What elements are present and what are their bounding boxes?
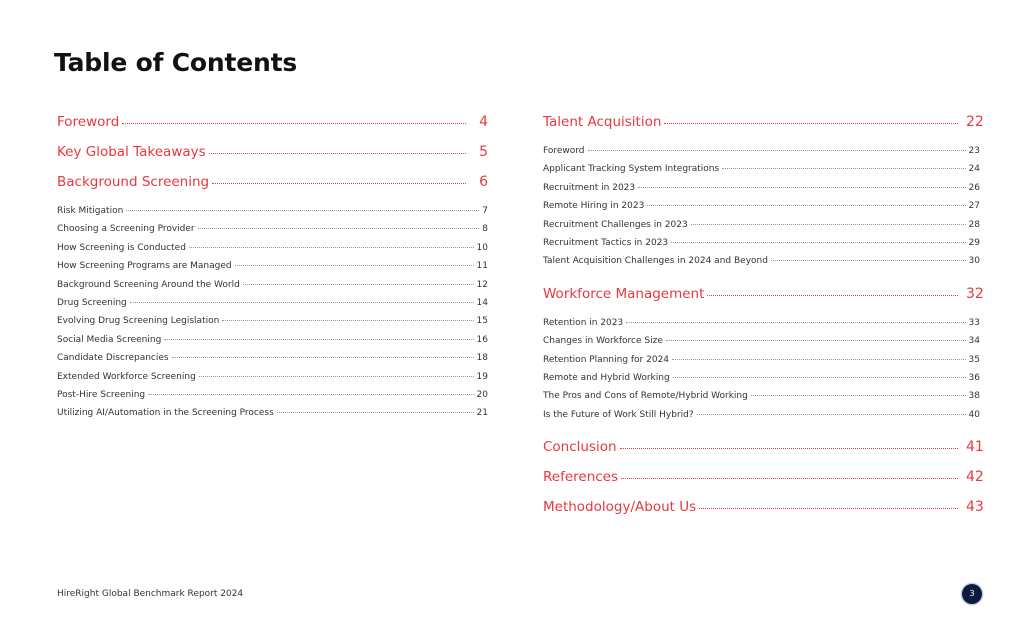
toc-entry-page-number: 24 [968, 164, 980, 175]
toc-entry-label: Background Screening Around the World [57, 279, 240, 290]
toc-entry-page-number: 14 [476, 297, 488, 308]
toc-entry-recruitment-tactics-in-2023[interactable] [543, 238, 980, 256]
toc-entry-page-number: 10 [476, 242, 488, 253]
toc-entry-applicant-tracking-system-integrations[interactable] [543, 164, 980, 182]
footer-report-title: HireRight Global Benchmark Report 2024 [57, 589, 244, 599]
toc-entry-page-number: 11 [476, 261, 488, 272]
toc-entry-how-screening-is-conducted[interactable] [57, 243, 488, 261]
toc-dot-leader [673, 377, 966, 378]
toc-entry-label: Utilizing AI/Automation in the Screening Process [57, 408, 274, 419]
toc-entry-page-number: 12 [476, 279, 488, 290]
toc-entry-page-number: 15 [476, 316, 488, 327]
toc-dot-leader [620, 448, 958, 449]
toc-dot-leader [771, 260, 966, 261]
toc-entry-page-number: 26 [968, 182, 980, 193]
toc-entry-label: Remote and Hybrid Working [543, 372, 670, 383]
toc-dot-leader [198, 228, 480, 229]
toc-entry-label: Remote Hiring in 2023 [543, 201, 645, 212]
toc-dot-leader [199, 376, 474, 377]
toc-dot-leader [638, 187, 965, 188]
toc-entry-remote-and-hybrid-working[interactable] [543, 373, 980, 391]
toc-section-background-screening[interactable] [57, 174, 488, 204]
toc-dot-leader [212, 183, 466, 184]
toc-dot-leader [671, 242, 965, 243]
toc-entry-page-number: 5 [479, 144, 488, 160]
toc-entry-page-number: 6 [479, 174, 488, 190]
page-number-badge: 3 [962, 584, 982, 604]
page-title: Table of Contents [54, 48, 298, 77]
toc-entry-label: Talent Acquisition [543, 114, 662, 130]
toc-dot-leader [122, 123, 466, 124]
toc-entry-page-number: 36 [968, 372, 980, 383]
toc-section-key-global-takeaways[interactable] [57, 144, 488, 174]
toc-entry-label: Social Media Screening [57, 334, 162, 345]
toc-entry-page-number: 21 [476, 408, 488, 419]
toc-dot-leader [722, 168, 965, 169]
toc-dot-leader [277, 412, 474, 413]
toc-entry-label: Conclusion [543, 439, 617, 456]
toc-entry-label: Talent Acquisition Challenges in 2024 and Beyond [543, 256, 768, 267]
toc-entry-label: Evolving Drug Screening Legislation [57, 316, 220, 327]
toc-entry-page-number: 41 [966, 439, 984, 456]
toc-entry-page-number: 30 [968, 256, 980, 267]
toc-entry-choosing-a-screening-provider[interactable] [57, 224, 488, 242]
toc-dot-leader [621, 478, 958, 479]
toc-entry-page-number: 19 [476, 371, 488, 382]
toc-dot-leader [699, 508, 958, 509]
toc-entry-extended-workforce-screening[interactable] [57, 372, 488, 390]
toc-dot-leader [751, 395, 966, 396]
toc-entry-evolving-drug-screening-legislation[interactable] [57, 316, 488, 334]
toc-entry-label: The Pros and Cons of Remote/Hybrid Working [543, 391, 748, 402]
toc-entry-label: Foreword [543, 146, 585, 156]
toc-entry-the-pros-and-cons-of-remote-hybrid-working[interactable] [543, 391, 980, 409]
toc-dot-leader [588, 150, 966, 151]
toc-entry-label: Post-Hire Screening [57, 389, 146, 400]
toc-section-methodology-about-us[interactable] [543, 499, 984, 529]
toc-entry-page-number: 8 [482, 224, 488, 235]
toc-left-column [57, 114, 488, 427]
toc-dot-leader [235, 265, 474, 266]
toc-dot-leader [697, 414, 966, 415]
toc-entry-page-number: 43 [966, 499, 984, 516]
toc-entry-label: Applicant Tracking System Integrations [543, 164, 720, 175]
toc-dot-leader [691, 224, 966, 225]
toc-entry-page-number: 27 [968, 201, 980, 212]
toc-entry-is-the-future-of-work-still-hybrid[interactable] [543, 410, 980, 428]
toc-entry-page-number: 42 [966, 469, 984, 486]
toc-entry-label: Retention Planning for 2024 [543, 354, 670, 365]
toc-entry-page-number: 23 [968, 146, 980, 156]
toc-right-column [543, 114, 984, 529]
toc-entry-page-number: 4 [479, 114, 488, 130]
toc-entry-label: Background Screening [57, 174, 210, 190]
toc-entry-page-number: 34 [968, 336, 980, 347]
toc-entry-label: Drug Screening [57, 297, 127, 308]
toc-entry-changes-in-workforce-size[interactable] [543, 336, 980, 354]
toc-entry-label: Key Global Takeaways [57, 144, 206, 160]
toc-entry-utilizing-ai-automation-in-the-screening-process[interactable] [57, 408, 488, 426]
toc-entry-label: Retention in 2023 [543, 317, 624, 328]
toc-entry-page-number: 40 [968, 409, 980, 420]
toc-section-talent-acquisition[interactable] [543, 114, 984, 144]
toc-entry-page-number: 29 [968, 237, 980, 248]
toc-entry-talent-acquisition-challenges-in-2024-and-beyond[interactable] [543, 256, 980, 274]
toc-entry-page-number: 18 [476, 353, 488, 364]
toc-entry-label: Recruitment in 2023 [543, 182, 636, 193]
toc-entry-candidate-discrepancies[interactable] [57, 353, 488, 371]
toc-entry-page-number: 16 [476, 334, 488, 345]
toc-entry-recruitment-challenges-in-2023[interactable] [543, 220, 980, 238]
toc-entry-retention-planning-for-2024[interactable] [543, 355, 980, 373]
toc-entry-label: Is the Future of Work Still Hybrid? [543, 409, 694, 420]
toc-dot-leader [209, 153, 466, 154]
toc-entry-label: Candidate Discrepancies [57, 353, 169, 364]
toc-entry-page-number: 33 [968, 317, 980, 328]
toc-entry-label: How Screening Programs are Managed [57, 261, 232, 272]
toc-dot-leader [189, 247, 474, 248]
toc-entry-label: Extended Workforce Screening [57, 371, 196, 382]
toc-dot-leader [672, 359, 966, 360]
toc-dot-leader [626, 322, 965, 323]
toc-entry-page-number: 7 [482, 206, 488, 216]
toc-entry-page-number: 22 [966, 114, 984, 130]
toc-entry-label: How Screening is Conducted [57, 242, 186, 253]
toc-entry-label: Risk Mitigation [57, 206, 124, 216]
toc-entry-foreword[interactable] [543, 146, 980, 164]
toc-dot-leader [130, 302, 474, 303]
toc-section-workforce-management[interactable] [543, 285, 984, 316]
toc-entry-how-screening-programs-are-managed[interactable] [57, 261, 488, 279]
toc-dot-leader [126, 210, 479, 211]
toc-entry-label: Workforce Management [543, 285, 705, 302]
toc-entry-label: Changes in Workforce Size [543, 336, 663, 347]
toc-entry-label: References [543, 469, 619, 486]
toc-entry-page-number: 35 [968, 354, 980, 365]
toc-entry-label: Foreword [57, 114, 120, 130]
toc-dot-leader [148, 394, 473, 395]
toc-entry-background-screening-around-the-world[interactable] [57, 280, 488, 298]
toc-dot-leader [243, 284, 474, 285]
toc-entry-risk-mitigation[interactable] [57, 206, 488, 224]
toc-dot-leader [707, 295, 958, 296]
toc-dot-leader [647, 205, 965, 206]
toc-dot-leader [172, 357, 474, 358]
toc-dot-leader [164, 339, 473, 340]
toc-entry-label: Recruitment Challenges in 2023 [543, 219, 688, 230]
toc-section-foreword[interactable] [57, 114, 488, 144]
toc-entry-drug-screening[interactable] [57, 298, 488, 316]
toc-entry-page-number: 32 [966, 285, 984, 302]
toc-entry-label: Recruitment Tactics in 2023 [543, 237, 669, 248]
toc-section-conclusion[interactable] [543, 439, 984, 469]
toc-entry-page-number: 38 [968, 391, 980, 402]
toc-entry-social-media-screening[interactable] [57, 335, 488, 353]
toc-dot-leader [664, 123, 958, 124]
toc-entry-page-number: 20 [476, 389, 488, 400]
toc-entry-recruitment-in-2023[interactable] [543, 183, 980, 201]
toc-dot-leader [666, 340, 966, 341]
toc-dot-leader [222, 320, 473, 321]
toc-entry-remote-hiring-in-2023[interactable] [543, 201, 980, 219]
toc-entry-retention-in-2023[interactable] [543, 318, 980, 336]
toc-entry-page-number: 28 [968, 219, 980, 230]
toc-entry-label: Methodology/About Us [543, 499, 697, 516]
toc-section-references[interactable] [543, 469, 984, 499]
toc-entry-label: Choosing a Screening Provider [57, 224, 195, 235]
toc-entry-post-hire-screening[interactable] [57, 390, 488, 408]
